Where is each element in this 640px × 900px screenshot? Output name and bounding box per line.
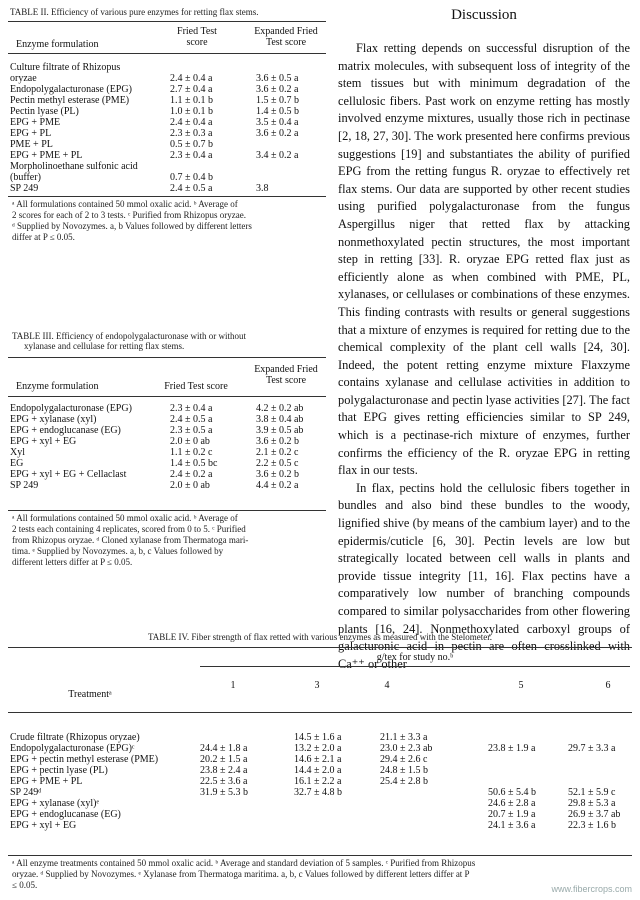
table3-row <box>10 469 336 480</box>
table2-row <box>10 172 336 183</box>
cell-value: 26.9 ± 3.7 ab <box>568 809 621 820</box>
cell-value: 3.4 ± 0.2 a <box>256 150 299 161</box>
cell-value: 22.5 ± 3.6 a <box>200 776 248 787</box>
cell-value: 2.4 ± 0.5 a <box>170 183 213 194</box>
row-label: EPG + PME <box>10 117 61 128</box>
cell-value: 1.0 ± 0.1 b <box>170 106 213 117</box>
cell-value: 2.0 ± 0 ab <box>170 480 210 491</box>
cell-value <box>488 776 568 787</box>
table4-col-study-6: 6 <box>605 680 611 691</box>
cell-value: 3.6 ± 0.5 a <box>256 73 299 84</box>
row-label: EPG + xylanase (xyl)ᵉ <box>10 798 100 809</box>
cell-value <box>200 820 294 831</box>
cell-value: 4.2 ± 0.2 ab <box>256 403 304 414</box>
cell-value <box>380 809 488 820</box>
table4-col-treatment: Treatmentᵃ <box>68 689 112 700</box>
table2-row <box>10 62 336 73</box>
cell-value: 23.8 ± 1.9 a <box>488 743 536 754</box>
table2-row <box>10 84 336 95</box>
cell-value <box>380 820 488 831</box>
cell-value: 3.6 ± 0.2 b <box>256 436 299 447</box>
table2-caption: TABLE II. Efficiency of various pure enzymes for retting flax stems. <box>10 7 259 17</box>
cell-value: 2.0 ± 0 ab <box>170 436 210 447</box>
table4-row <box>10 765 634 776</box>
row-label: Culture filtrate of Rhizopus <box>10 62 121 73</box>
cell-value: 21.1 ± 3.3 a <box>380 732 428 743</box>
table3-row <box>10 480 336 491</box>
cell-value: 32.7 ± 4.8 b <box>294 787 342 798</box>
cell-value: 2.2 ± 0.5 c <box>256 458 299 469</box>
cell-value <box>380 787 488 798</box>
table2-top-rule <box>8 21 326 22</box>
table2-body <box>10 62 336 194</box>
cell-value: 3.8 <box>256 183 269 194</box>
cell-value: 14.6 ± 2.1 a <box>294 754 342 765</box>
table4-row <box>10 776 634 787</box>
row-label: EPG + PME + PL <box>10 150 83 161</box>
cell-value: 29.4 ± 2.6 c <box>380 754 428 765</box>
cell-value: 2.3 ± 0.3 a <box>170 128 213 139</box>
table4-footnotes: ᵃ All enzyme treatments contained 50 mmol oxalic acid. ᵇ Average and standard deviation of 5 samples. ᶜ Purified from Rhizopus oryzae. ᵈ Supplied by Novozymes. ᵉ Xylanase from Thermatoga maritima. a, b, c Values followed by different letters differ at P ≤ 0.05. <box>12 858 476 890</box>
cell-value: 3.8 ± 0.4 ab <box>256 414 304 425</box>
row-label: Endopolygalacturonase (EPG) <box>10 403 132 414</box>
table2-row <box>10 117 336 128</box>
row-label: Xyl <box>10 447 25 458</box>
cell-value: 2.7 ± 0.4 a <box>170 84 213 95</box>
row-label: SP 249 <box>10 480 39 491</box>
table3-caption: TABLE III. Efficiency of endopolygalacturonase with or without xylanase and cellulase for retting flax stems. <box>12 331 247 351</box>
table3-row <box>10 436 336 447</box>
cell-value: 2.3 ± 0.5 a <box>170 425 213 436</box>
cell-value: 2.4 ± 0.5 a <box>170 414 213 425</box>
table3-row <box>10 447 336 458</box>
table4-row <box>10 743 634 754</box>
cell-value: 50.6 ± 5.4 b <box>488 787 536 798</box>
cell-value: 3.6 ± 0.2 a <box>256 128 299 139</box>
cell-value <box>380 798 488 809</box>
table4-col-study-5: 5 <box>518 680 524 691</box>
cell-value: 2.3 ± 0.4 a <box>170 403 213 414</box>
row-label: (buffer) <box>10 172 41 183</box>
cell-value: 2.4 ± 0.2 a <box>170 469 213 480</box>
table4-group-header: g/tex for study no.ᵇ <box>376 652 454 663</box>
watermark-text: www.fibercrops.com <box>551 884 632 894</box>
table2-row <box>10 161 336 172</box>
table2-col-fried: Fried Test score <box>177 26 217 48</box>
cell-value <box>170 62 256 73</box>
row-label: Pectin methyl esterase (PME) <box>10 95 130 106</box>
table3-col-formulation: Enzyme formulation <box>16 381 99 392</box>
cell-value <box>568 754 634 765</box>
table4-top-rule <box>8 647 632 648</box>
cell-value: 13.2 ± 2.0 a <box>294 743 342 754</box>
cell-value: 2.3 ± 0.4 a <box>170 150 213 161</box>
cell-value: 20.2 ± 1.5 a <box>200 754 248 765</box>
table3-bottom-rule <box>8 510 326 511</box>
cell-value <box>256 139 336 150</box>
table3-row <box>10 425 336 436</box>
row-label: Morpholinoethane sulfonic acid <box>10 161 138 172</box>
cell-value: 1.1 ± 0.2 c <box>170 447 213 458</box>
cell-value: 29.7 ± 3.3 a <box>568 743 616 754</box>
table2-col-expanded: Expanded Fried Test score <box>254 26 318 48</box>
row-label: oryzae <box>10 73 37 84</box>
cell-value <box>294 820 380 831</box>
table4-body <box>10 732 634 831</box>
cell-value: 23.0 ± 2.3 ab <box>380 743 433 754</box>
table3-body <box>10 403 336 491</box>
table2-row <box>10 128 336 139</box>
cell-value: 3.6 ± 0.2 a <box>256 84 299 95</box>
table2-col-formulation: Enzyme formulation <box>16 39 99 50</box>
cell-value <box>200 732 294 743</box>
cell-value <box>568 732 634 743</box>
table4-caption: TABLE IV. Fiber strength of flax retted with various enzymes as measured with the Stelometer. <box>147 632 493 642</box>
table3-col-expanded: Expanded Fried Test score <box>254 364 318 386</box>
table3-header-rule <box>8 396 326 397</box>
row-label: PME + PL <box>10 139 53 150</box>
cell-value <box>256 172 336 183</box>
row-label: EG <box>10 458 24 469</box>
cell-value: 3.9 ± 0.5 ab <box>256 425 304 436</box>
cell-value: 3.6 ± 0.2 b <box>256 469 299 480</box>
discussion-body <box>338 40 630 673</box>
cell-value <box>488 732 568 743</box>
table2-row <box>10 183 336 194</box>
table2-header-rule <box>8 53 326 54</box>
table3-top-rule <box>8 357 326 358</box>
discussion-paragraph-1: Flax retting depends on successful disruption of the matrix molecules, with subsequent loss of integrity of the stem tissues but with minimum degradation of the cellulosic fibers. Past work on enzyme retting has mostly involved enzyme mixtures, usually those rich in pectinase [2, 18, 27, 30]. The work presented here confirms previous suggestions [19] and substantiates the ability of purified EPG from the retting fungus R. oryzae to effectively ret flax stems. Our data are supported by other recent studies using purified polygalacturonase from the fungus Aspergillus niger that retted flax by attacking nonmethoxylated pectin structures, the most important step in retting [33]. R. oryzae EPG retted flax just as efficiently alone as when combined with PME, PL, xylanases, or cellulases or combinations of these enzymes. This finding contrasts with results or general suggestions that a mixture of enzymes is required for retting due to the chemical complexity of the plant cell walls [24, 30]. Indeed, the potent retting enzyme mixture Flaxzyme contains xylanase and cellulase activities in addition to polygalacturonase and pectin lyase activities [27]. The fact that EPG gives retting efficiencies similar to SP 249, which is a pectinase-rich mixture of enzymes, further confirms the efficiency of the R. oryzae EPG in retting flax in our tests. <box>338 41 630 478</box>
table4-row <box>10 732 634 743</box>
cell-value: 2.4 ± 0.4 a <box>170 73 213 84</box>
cell-value <box>488 765 568 776</box>
cell-value: 24.4 ± 1.8 a <box>200 743 248 754</box>
row-label: Pectin lyase (PL) <box>10 106 79 117</box>
cell-value <box>568 765 634 776</box>
table4-row <box>10 820 634 831</box>
table2-row <box>10 139 336 150</box>
row-label: Crude filtrate (Rhizopus oryzae) <box>10 732 140 743</box>
cell-value: 14.5 ± 1.6 a <box>294 732 342 743</box>
cell-value <box>200 798 294 809</box>
table2-row <box>10 73 336 84</box>
discussion-heading: Discussion <box>451 7 517 23</box>
cell-value: 0.7 ± 0.4 b <box>170 172 213 183</box>
cell-value: 1.1 ± 0.1 b <box>170 95 213 106</box>
cell-value: 1.4 ± 0.5 bc <box>170 458 218 469</box>
cell-value <box>256 161 336 172</box>
cell-value: 23.8 ± 2.4 a <box>200 765 248 776</box>
row-label: EPG + xyl + EG <box>10 436 77 447</box>
row-label: EPG + endoglucanase (EG) <box>10 425 121 436</box>
cell-value: 14.4 ± 2.0 a <box>294 765 342 776</box>
row-label: EPG + endoglucanase (EG) <box>10 809 121 820</box>
cell-value <box>256 62 336 73</box>
row-label: Endopolygalacturonase (EPG) <box>10 84 132 95</box>
cell-value: 1.4 ± 0.5 b <box>256 106 299 117</box>
table4-row <box>10 754 634 765</box>
table2-row <box>10 95 336 106</box>
cell-value: 16.1 ± 2.2 a <box>294 776 342 787</box>
row-label: EPG + xyl + EG <box>10 820 77 831</box>
cell-value: 20.7 ± 1.9 a <box>488 809 536 820</box>
row-label: SP 249 <box>10 183 39 194</box>
cell-value: 29.8 ± 5.3 a <box>568 798 616 809</box>
cell-value: 4.4 ± 0.2 a <box>256 480 299 491</box>
cell-value: 31.9 ± 5.3 b <box>200 787 248 798</box>
cell-value: 24.6 ± 2.8 a <box>488 798 536 809</box>
cell-value: 24.1 ± 3.6 a <box>488 820 536 831</box>
table4-group-rule <box>200 666 630 667</box>
table3-row <box>10 403 336 414</box>
row-label: EPG + PL <box>10 128 52 139</box>
row-label: SP 249ᵈ <box>10 787 42 798</box>
table3-row <box>10 414 336 425</box>
table3-footnotes: ᵃ All formulations contained 50 mmol oxalic acid. ᵇ Average of 2 tests each containing 4 replicates, scored from 0 to 5. ᶜ Purified from Rhizopus oryzae. ᵈ Cloned xylanase from Thermatoga mari- tima. ᵉ Supplied by Novozymes. a, b, c Values followed by different letters differ at P ≤ 0.05. <box>12 513 249 567</box>
table2-row <box>10 106 336 117</box>
cell-value <box>568 776 634 787</box>
row-label: EPG + PME + PL <box>10 776 83 787</box>
discussion-paragraph-2: In flax, pectins hold the cellulosic fibers together in bundles and also bind these bundles to the woody, lignified shive (by means of the cambium layer) and to the epidermis/cuticle [6, 30]. Pectin levels are low but strategically located between cell walls in plants and provide tissue integrity [11, 16]. Flax pectins have a comparatively low number of branching compounds compared to similar polysaccharides from other flowering plants [16, 24]. Nonmethoxylated carboxyl groups of galacturonic acid in pectin are often crosslinked with Ca⁺⁺ or other <box>338 480 630 671</box>
cell-value: 1.5 ± 0.7 b <box>256 95 299 106</box>
cell-value: 24.8 ± 1.5 b <box>380 765 428 776</box>
cell-value: 0.5 ± 0.7 b <box>170 139 213 150</box>
table4-row <box>10 787 634 798</box>
table4-col-study-4: 4 <box>384 680 390 691</box>
cell-value <box>170 161 256 172</box>
cell-value: 3.5 ± 0.4 a <box>256 117 299 128</box>
row-label: EPG + xyl + EG + Cellaclast <box>10 469 127 480</box>
row-label: EPG + pectin lyase (PL) <box>10 765 108 776</box>
cell-value: 2.4 ± 0.4 a <box>170 117 213 128</box>
table3-col-fried: Fried Test score <box>164 381 228 392</box>
cell-value: 52.1 ± 5.9 c <box>568 787 616 798</box>
table4-row <box>10 809 634 820</box>
cell-value: 22.3 ± 1.6 b <box>568 820 616 831</box>
cell-value <box>488 754 568 765</box>
cell-value: 2.1 ± 0.2 c <box>256 447 299 458</box>
cell-value <box>200 809 294 820</box>
row-label: EPG + pectin methyl esterase (PME) <box>10 754 159 765</box>
table2-bottom-rule <box>8 196 326 197</box>
table2-row <box>10 150 336 161</box>
table4-header-rule <box>8 712 632 713</box>
cell-value <box>294 798 380 809</box>
table2-footnotes: ᵃ All formulations contained 50 mmol oxalic acid. ᵇ Average of 2 scores for each of 2 to 3 tests. ᶜ Purified from Rhizopus oryzae. ᵈ Supplied by Novozymes. a, b Values followed by different letters differ at P ≤ 0.05. <box>12 199 252 242</box>
cell-value: 25.4 ± 2.8 b <box>380 776 428 787</box>
cell-value <box>294 809 380 820</box>
table4-row <box>10 798 634 809</box>
table4-col-study-1: 1 <box>230 680 236 691</box>
table4-bottom-rule <box>8 855 632 856</box>
table3-row <box>10 458 336 469</box>
row-label: Endopolygalacturonase (EPG)ᶜ <box>10 743 135 754</box>
table4-col-study-3: 3 <box>314 680 320 691</box>
row-label: EPG + xylanase (xyl) <box>10 414 97 425</box>
